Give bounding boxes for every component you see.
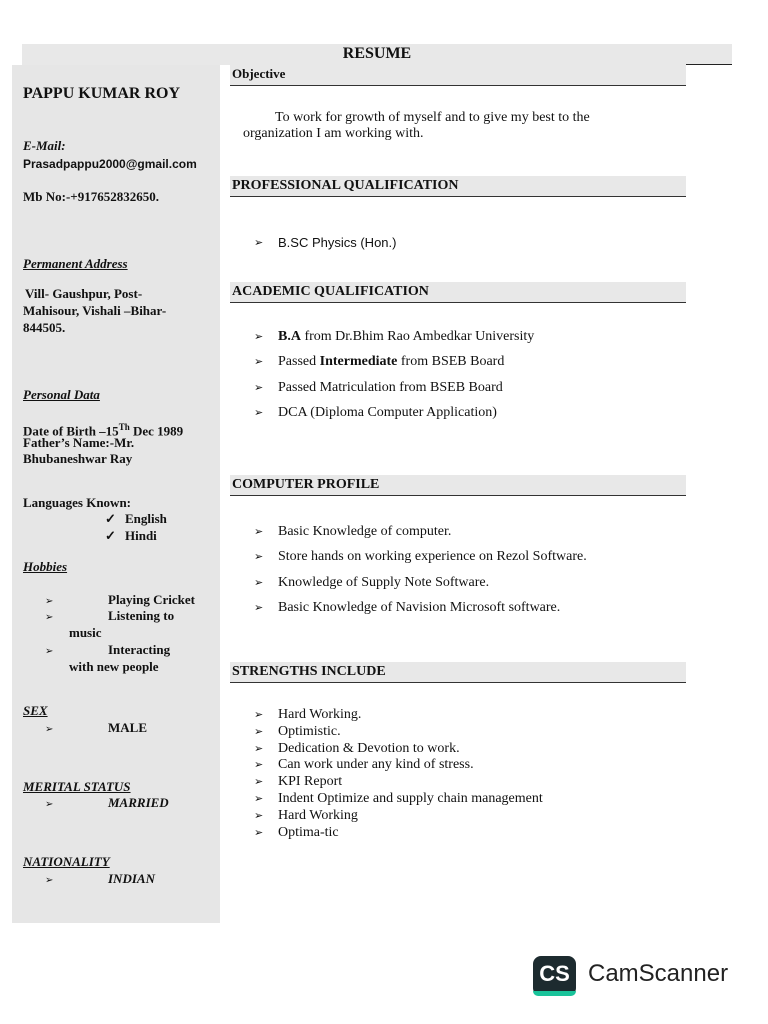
- father-name-line-1: Father’s Name:-Mr.: [23, 435, 135, 450]
- objective-heading-band: [230, 64, 686, 86]
- computer-item: Store hands on working experience on Rezol Software.: [278, 549, 587, 565]
- address-line-2: Mahisour, Vishali –Bihar-: [23, 303, 167, 318]
- dob-prefix: Date of Birth –15: [23, 423, 119, 439]
- arrow-bullet-icon: ➢: [254, 330, 264, 343]
- list-item: [254, 724, 543, 741]
- dob-superscript: Th: [118, 422, 130, 432]
- strength-item: Optimistic.: [278, 723, 341, 739]
- computer-item: Basic Knowledge of computer.: [278, 524, 452, 539]
- father-name-line-2: Bhubaneshwar Ray: [23, 451, 133, 466]
- list-item: [254, 825, 543, 842]
- nationality-value: INDIAN: [108, 871, 155, 886]
- arrow-bullet-icon: ➢: [254, 775, 264, 789]
- computer-heading-band: [230, 475, 686, 496]
- arrow-bullet-icon: ➢: [254, 758, 264, 772]
- strengths-heading: STRENGTHS INCLUDE: [232, 664, 386, 679]
- computer-heading: COMPUTER PROFILE: [232, 477, 380, 492]
- marital-status-heading: MERITAL STATUS: [23, 779, 131, 794]
- email-label: E-Mail:: [23, 138, 66, 153]
- arrow-bullet-icon: ➢: [45, 612, 54, 623]
- academic-heading-band: [230, 282, 686, 303]
- strength-item: Hard Working: [278, 807, 358, 823]
- arrow-bullet-icon: ➢: [254, 708, 264, 721]
- sex-heading: SEX: [23, 703, 48, 718]
- arrow-bullet-icon: ➢: [254, 380, 264, 394]
- arrow-bullet-icon: ➢: [254, 791, 264, 805]
- list-item: [254, 544, 587, 569]
- marital-value-row: [45, 795, 169, 813]
- list-item: [254, 595, 587, 620]
- hobby-item: [45, 608, 174, 626]
- professional-heading-band: [230, 176, 686, 197]
- arrow-bullet-icon: ➢: [254, 600, 264, 614]
- academic-list: [254, 324, 534, 425]
- professional-item: B.SC Physics (Hon.): [278, 235, 397, 250]
- list-item: [254, 741, 543, 758]
- personal-data-heading: Personal Data: [23, 387, 100, 402]
- language-label: Hindi: [125, 528, 157, 543]
- computer-list: [254, 519, 587, 620]
- strengths-heading-band: [230, 662, 686, 683]
- objective-text-line-1: To work for growth of myself and to give my best to the: [275, 110, 590, 125]
- arrow-bullet-icon: ➢: [254, 724, 264, 738]
- language-item: [105, 528, 157, 544]
- intermediate-label: Intermediate: [319, 354, 398, 370]
- hobby-item: [45, 642, 170, 660]
- email-value: Prasadpappu2000@gmail.com: [23, 157, 197, 171]
- hobby-label: Interacting: [108, 642, 171, 657]
- arrow-bullet-icon: ➢: [254, 550, 264, 564]
- strength-item: KPI Report: [278, 774, 343, 790]
- arrow-bullet-icon: ➢: [45, 596, 54, 607]
- professional-heading: PROFESSIONAL QUALIFICATION: [232, 178, 459, 193]
- marital-value: MARRIED: [108, 795, 169, 810]
- hobby-continuation: with new people: [69, 659, 159, 674]
- list-item: [254, 757, 543, 774]
- arrow-bullet-icon: ➢: [254, 355, 264, 369]
- arrow-bullet-icon: ➢: [45, 875, 54, 886]
- arrow-bullet-icon: ➢: [254, 741, 264, 755]
- hobby-continuation: music: [69, 625, 102, 640]
- resume-title: RESUME: [342, 45, 412, 62]
- list-item: [254, 519, 587, 544]
- check-icon: ✓: [105, 511, 116, 526]
- computer-item: Basic Knowledge of Navision Microsoft software.: [278, 599, 561, 615]
- hobby-label: Playing Cricket: [108, 592, 196, 607]
- nationality-value-row: [45, 871, 155, 889]
- list-item: [254, 707, 543, 724]
- list-item: [254, 235, 396, 251]
- matriculation: Passed Matriculation from BSEB Board: [278, 379, 503, 395]
- sex-value: MALE: [108, 720, 147, 735]
- list-item: [254, 400, 534, 425]
- arrow-bullet-icon: ➢: [45, 724, 54, 735]
- language-item: [105, 511, 167, 527]
- academic-heading: ACADEMIC QUALIFICATION: [232, 284, 429, 299]
- arrow-bullet-icon: ➢: [45, 799, 54, 810]
- objective-text-line-2: organization I am working with.: [243, 126, 424, 141]
- arrow-bullet-icon: ➢: [254, 575, 264, 589]
- arrow-bullet-icon: ➢: [254, 825, 264, 839]
- address-heading: Permanent Address: [23, 256, 128, 271]
- camscanner-watermark: CamScanner: [588, 960, 729, 987]
- intermediate-prefix: Passed: [278, 354, 320, 370]
- list-item: [254, 324, 534, 349]
- objective-heading: Objective: [232, 66, 286, 81]
- degree-name: B.A: [278, 329, 301, 344]
- professional-list: [254, 235, 396, 251]
- list-item: [254, 791, 543, 808]
- candidate-name: PAPPU KUMAR ROY: [23, 85, 181, 102]
- strength-item: Can work under any kind of stress.: [278, 757, 474, 773]
- strength-item: Indent Optimize and supply chain management: [278, 790, 543, 806]
- list-item: [254, 375, 534, 400]
- dob-suffix: Dec 1989: [129, 423, 184, 439]
- title-rule: [686, 64, 732, 65]
- dca: DCA (Diploma Computer Application): [278, 404, 497, 420]
- strength-item: Dedication & Devotion to work.: [278, 740, 460, 756]
- hobby-label: Listening to: [108, 608, 175, 623]
- address-line-1: Vill- Gaushpur, Post-: [25, 286, 143, 301]
- languages-heading: Languages Known:: [23, 495, 131, 510]
- list-item: [254, 808, 543, 825]
- arrow-bullet-icon: ➢: [254, 236, 264, 249]
- strength-item: Hard Working.: [278, 707, 362, 722]
- language-label: English: [125, 511, 167, 526]
- arrow-bullet-icon: ➢: [45, 646, 54, 657]
- strengths-list: [254, 707, 543, 841]
- mobile-number: Mb No:-+917652832650.: [23, 189, 159, 204]
- address-line-3: 844505.: [23, 320, 66, 335]
- strength-item: Optima-tic: [278, 824, 339, 840]
- arrow-bullet-icon: ➢: [254, 525, 264, 538]
- hobbies-heading: Hobbies: [23, 559, 68, 574]
- list-item: [254, 774, 543, 791]
- degree-detail: from Dr.Bhim Rao Ambedkar University: [300, 329, 535, 344]
- arrow-bullet-icon: ➢: [254, 808, 264, 822]
- camscanner-logo-icon: CS: [533, 956, 576, 996]
- check-icon: ✓: [105, 528, 116, 543]
- arrow-bullet-icon: ➢: [254, 405, 264, 419]
- nationality-heading: NATIONALITY: [23, 854, 110, 869]
- computer-item: Knowledge of Supply Note Software.: [278, 574, 490, 590]
- sex-value-row: [45, 720, 147, 738]
- intermediate-detail: from BSEB Board: [397, 354, 505, 370]
- list-item: [254, 570, 587, 595]
- list-item: [254, 349, 534, 374]
